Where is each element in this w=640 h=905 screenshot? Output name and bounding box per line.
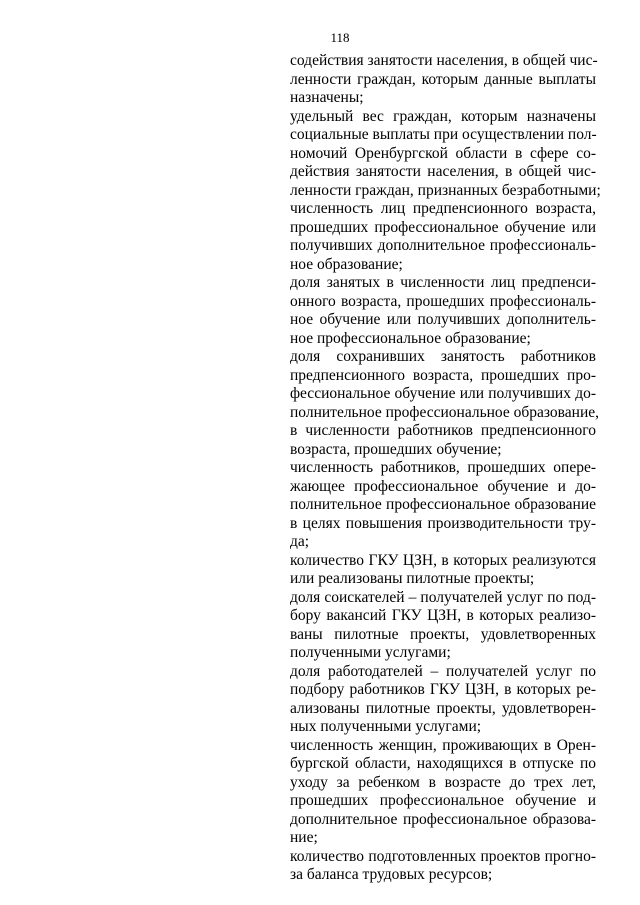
text-line: полнительное профессиональное образование, [290,403,600,421]
text-line: ных полученными услугами; [290,718,482,735]
text-line: количество ГКУ ЦЗН, в которых реализуются [290,551,596,569]
text-line: назначены; [290,89,364,106]
text-line: полнительное профессиональное образование [290,496,596,513]
text-line: прошедших профессиональное обучение или [290,218,596,236]
text-line: бору вакансий ГКУ ЦЗН, в которых реализо- [290,607,596,624]
text-line: в численности работников предпенсионного [290,422,596,439]
text-line: доля работодателей – получателей услуг по [290,662,596,680]
text-line: количество подготовленных проектов прогно- [290,847,596,865]
text-line: или реализованы пилотные проекты; [290,570,535,587]
text-line: ваны пилотные проекты, удовлетворенных [290,625,596,643]
text-line: прошедших профессиональное обучение и [290,792,596,809]
text-line: ние; [290,829,318,846]
text-line: дополнительное профессиональное образова- [290,810,596,828]
page-number: 118 [330,30,350,45]
text-line: фессиональное обучение или получивших до- [290,385,596,402]
text-line: да; [290,533,310,550]
text-line: полученными услугами; [290,644,451,661]
text-line: ленности граждан, которым данные выплаты [290,70,596,88]
body-text-column [290,52,601,885]
text-line: удельный вес граждан, которым назначены [290,107,596,125]
text-line: получивших дополнительное профессиональ- [290,237,596,254]
text-line: ализованы пилотные проекты, удовлетворен- [290,699,596,717]
text-line: за баланса трудовых ресурсов; [290,866,493,883]
text-line: номочий Оренбургской области в сфере со- [290,144,596,162]
text-line: численность работников, прошедших опере- [290,459,596,476]
text-line: онного возраста, прошедших профессиональ- [290,292,596,310]
text-line: содействия занятости населения, в общей чис- [290,52,598,69]
text-line: доля соискателей – получателей услуг по под- [290,588,596,606]
text-line: социальные выплаты при осуществлении пол- [290,126,597,143]
text-line: предпенсионного возраста, прошедших про- [290,366,596,384]
text-line: уходу за ребенком в возрасте до трех лет, [290,773,596,791]
text-line: доля занятых в численности лиц предпенси- [290,274,596,291]
text-line: численность женщин, проживающих в Орен- [290,736,596,754]
text-line: подбору работников ГКУ ЦЗН, в которых ре- [290,681,596,698]
text-line: ное профессиональное образование; [290,329,531,347]
text-line: возраста, прошедших обучение; [290,440,502,458]
text-line: бургской области, находящихся в отпуске по [290,755,596,772]
text-line: ное образование; [290,255,403,273]
text-line: доля сохранивших занятость работников [290,348,596,365]
text-line: жающее профессиональное обучение и до- [290,477,596,495]
text-line: ленности граждан, признанных безработными; [290,181,601,199]
text-line: численность лиц предпенсионного возраста, [290,200,596,217]
text-line: ное обучение или получивших дополнитель- [290,311,596,328]
text-line: действия занятости населения, в общей чис- [290,163,596,180]
text-line: в целях повышения производительности тру- [290,514,596,532]
